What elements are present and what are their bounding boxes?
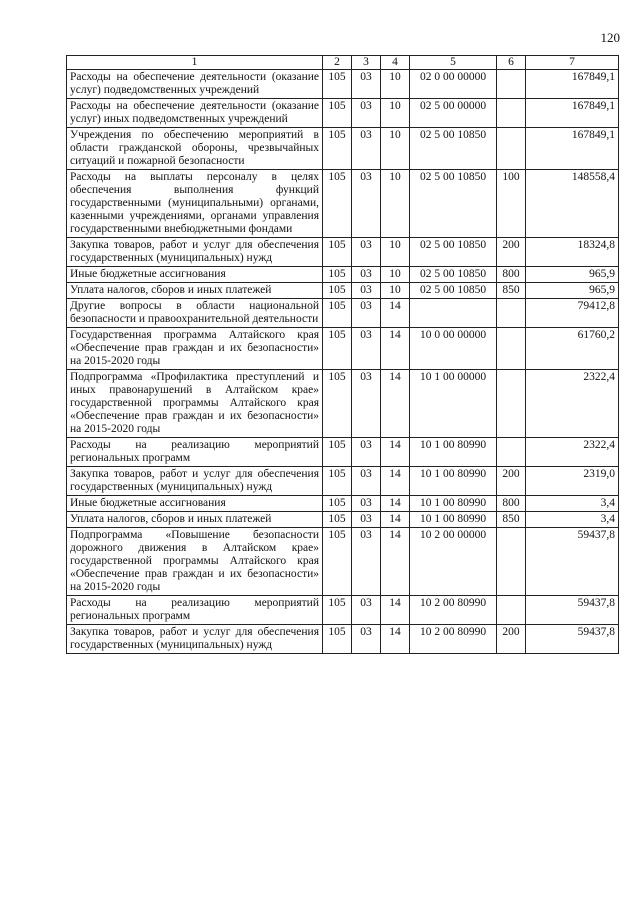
column-header: 5	[410, 56, 497, 70]
row-name: Расходы на обеспечение деятельности (оказание услуг) подведомственных учреждений	[67, 70, 323, 99]
row-code-3: 03	[352, 528, 381, 596]
row-code-6: 800	[497, 267, 526, 283]
row-code-3: 03	[352, 99, 381, 128]
row-code-5: 10 1 00 80990	[410, 438, 497, 467]
row-code-2: 105	[323, 70, 352, 99]
row-code-3: 03	[352, 467, 381, 496]
table-row	[67, 70, 619, 99]
row-amount: 59437,8	[526, 528, 619, 596]
budget-table	[66, 55, 619, 654]
row-amount: 965,9	[526, 267, 619, 283]
table-row	[67, 370, 619, 438]
row-code-2: 105	[323, 370, 352, 438]
row-code-2: 105	[323, 512, 352, 528]
row-amount: 18324,8	[526, 238, 619, 267]
row-name: Иные бюджетные ассигнования	[67, 267, 323, 283]
row-code-3: 03	[352, 512, 381, 528]
table-row	[67, 512, 619, 528]
row-code-3: 03	[352, 328, 381, 370]
table-row	[67, 528, 619, 596]
column-header: 3	[352, 56, 381, 70]
row-code-2: 105	[323, 438, 352, 467]
row-code-2: 105	[323, 170, 352, 238]
row-name: Уплата налогов, сборов и иных платежей	[67, 283, 323, 299]
row-name: Уплата налогов, сборов и иных платежей	[67, 512, 323, 528]
row-name: Учреждения по обеспечению мероприятий в области гражданской обороны, чрезвычайных ситуаций и пожарной безопасности	[67, 128, 323, 170]
row-code-4: 10	[381, 267, 410, 283]
column-header: 4	[381, 56, 410, 70]
row-name: Расходы на обеспечение деятельности (оказание услуг) иных подведомственных учреждений	[67, 99, 323, 128]
row-code-2: 105	[323, 283, 352, 299]
row-code-6	[497, 299, 526, 328]
row-code-2: 105	[323, 596, 352, 625]
row-code-6	[497, 370, 526, 438]
table-row	[67, 625, 619, 654]
row-code-5: 10 1 00 80990	[410, 467, 497, 496]
row-amount: 2322,4	[526, 370, 619, 438]
row-code-2: 105	[323, 467, 352, 496]
row-code-3: 03	[352, 299, 381, 328]
row-code-5	[410, 299, 497, 328]
table-row	[67, 496, 619, 512]
table-row	[67, 438, 619, 467]
row-code-5: 10 2 00 80990	[410, 625, 497, 654]
row-code-5: 10 0 00 00000	[410, 328, 497, 370]
row-name: Иные бюджетные ассигнования	[67, 496, 323, 512]
row-code-6	[497, 528, 526, 596]
row-amount: 59437,8	[526, 596, 619, 625]
row-amount: 167849,1	[526, 128, 619, 170]
row-code-4: 10	[381, 283, 410, 299]
row-code-3: 03	[352, 496, 381, 512]
row-code-5: 02 5 00 10850	[410, 128, 497, 170]
row-amount: 965,9	[526, 283, 619, 299]
column-header: 7	[526, 56, 619, 70]
row-code-3: 03	[352, 170, 381, 238]
row-amount: 3,4	[526, 496, 619, 512]
row-code-4: 10	[381, 70, 410, 99]
row-name: Закупка товаров, работ и услуг для обеспечения государственных (муниципальных) нужд	[67, 625, 323, 654]
row-amount: 167849,1	[526, 70, 619, 99]
row-code-4: 10	[381, 128, 410, 170]
row-amount: 79412,8	[526, 299, 619, 328]
page-number: 120	[600, 30, 620, 45]
row-code-2: 105	[323, 328, 352, 370]
row-name: Закупка товаров, работ и услуг для обеспечения государственных (муниципальных) нужд	[67, 467, 323, 496]
row-code-4: 14	[381, 596, 410, 625]
row-code-4: 14	[381, 528, 410, 596]
row-code-6: 800	[497, 496, 526, 512]
row-code-6	[497, 128, 526, 170]
table-row	[67, 267, 619, 283]
row-code-5: 02 5 00 10850	[410, 238, 497, 267]
row-code-2: 105	[323, 128, 352, 170]
row-name: Расходы на выплаты персоналу в целях обеспечения выполнения функций государственными (муниципальными) органами, казенными учреждениями, органами управления государственными внебюджетными фондами	[67, 170, 323, 238]
table-row	[67, 128, 619, 170]
row-name: Расходы на реализацию мероприятий региональных программ	[67, 596, 323, 625]
header-row	[67, 56, 619, 70]
row-name: Подпрограмма «Профилактика преступлений и иных правонарушений в Алтайском крае» государственной программы Алтайского края «Обеспечение прав граждан и их безопасности» на 2015-2020 годы	[67, 370, 323, 438]
table-row	[67, 299, 619, 328]
row-code-6	[497, 70, 526, 99]
row-amount: 167849,1	[526, 99, 619, 128]
row-amount: 59437,8	[526, 625, 619, 654]
row-code-4: 14	[381, 625, 410, 654]
row-code-6: 200	[497, 467, 526, 496]
row-code-3: 03	[352, 438, 381, 467]
row-name: Закупка товаров, работ и услуг для обеспечения государственных (муниципальных) нужд	[67, 238, 323, 267]
table-row	[67, 328, 619, 370]
row-code-5: 02 5 00 00000	[410, 99, 497, 128]
row-code-2: 105	[323, 496, 352, 512]
row-amount: 148558,4	[526, 170, 619, 238]
row-code-5: 10 1 00 80990	[410, 496, 497, 512]
table-row	[67, 238, 619, 267]
column-header: 2	[323, 56, 352, 70]
row-code-6	[497, 99, 526, 128]
table-row	[67, 467, 619, 496]
row-code-6: 850	[497, 512, 526, 528]
row-amount: 2322,4	[526, 438, 619, 467]
row-code-3: 03	[352, 625, 381, 654]
row-code-6: 850	[497, 283, 526, 299]
row-code-4: 14	[381, 512, 410, 528]
row-code-3: 03	[352, 283, 381, 299]
table-row	[67, 170, 619, 238]
row-code-3: 03	[352, 238, 381, 267]
row-code-3: 03	[352, 70, 381, 99]
row-code-6	[497, 596, 526, 625]
row-code-3: 03	[352, 596, 381, 625]
row-code-4: 14	[381, 328, 410, 370]
column-header: 6	[497, 56, 526, 70]
row-code-4: 14	[381, 438, 410, 467]
row-code-4: 14	[381, 467, 410, 496]
row-code-5: 02 5 00 10850	[410, 267, 497, 283]
table-row	[67, 283, 619, 299]
row-code-4: 14	[381, 299, 410, 328]
row-code-5: 02 5 00 10850	[410, 283, 497, 299]
row-code-4: 10	[381, 99, 410, 128]
row-name: Расходы на реализацию мероприятий региональных программ	[67, 438, 323, 467]
row-code-5: 10 2 00 80990	[410, 596, 497, 625]
row-amount: 61760,2	[526, 328, 619, 370]
row-code-2: 105	[323, 528, 352, 596]
row-amount: 3,4	[526, 512, 619, 528]
table-row	[67, 596, 619, 625]
row-code-6: 200	[497, 238, 526, 267]
row-code-4: 10	[381, 238, 410, 267]
column-header: 1	[67, 56, 323, 70]
row-code-3: 03	[352, 128, 381, 170]
row-code-6	[497, 328, 526, 370]
row-code-4: 14	[381, 370, 410, 438]
row-name: Другие вопросы в области национальной безопасности и правоохранительной деятельности	[67, 299, 323, 328]
row-code-6: 100	[497, 170, 526, 238]
row-code-5: 10 2 00 00000	[410, 528, 497, 596]
table-row	[67, 99, 619, 128]
row-code-5: 10 1 00 80990	[410, 512, 497, 528]
row-code-5: 10 1 00 00000	[410, 370, 497, 438]
row-code-3: 03	[352, 370, 381, 438]
row-code-6: 200	[497, 625, 526, 654]
row-code-6	[497, 438, 526, 467]
row-name: Государственная программа Алтайского края «Обеспечение прав граждан и их безопасности» на 2015-2020 годы	[67, 328, 323, 370]
row-amount: 2319,0	[526, 467, 619, 496]
row-code-2: 105	[323, 299, 352, 328]
row-code-2: 105	[323, 238, 352, 267]
row-code-5: 02 0 00 00000	[410, 70, 497, 99]
row-code-4: 14	[381, 496, 410, 512]
row-code-2: 105	[323, 99, 352, 128]
row-code-3: 03	[352, 267, 381, 283]
row-name: Подпрограмма «Повышение безопасности дорожного движения в Алтайском крае» государственной программы Алтайского края «Обеспечение прав граждан и их безопасности» на 2015-2020 годы	[67, 528, 323, 596]
row-code-4: 10	[381, 170, 410, 238]
row-code-2: 105	[323, 267, 352, 283]
row-code-2: 105	[323, 625, 352, 654]
row-code-5: 02 5 00 10850	[410, 170, 497, 238]
